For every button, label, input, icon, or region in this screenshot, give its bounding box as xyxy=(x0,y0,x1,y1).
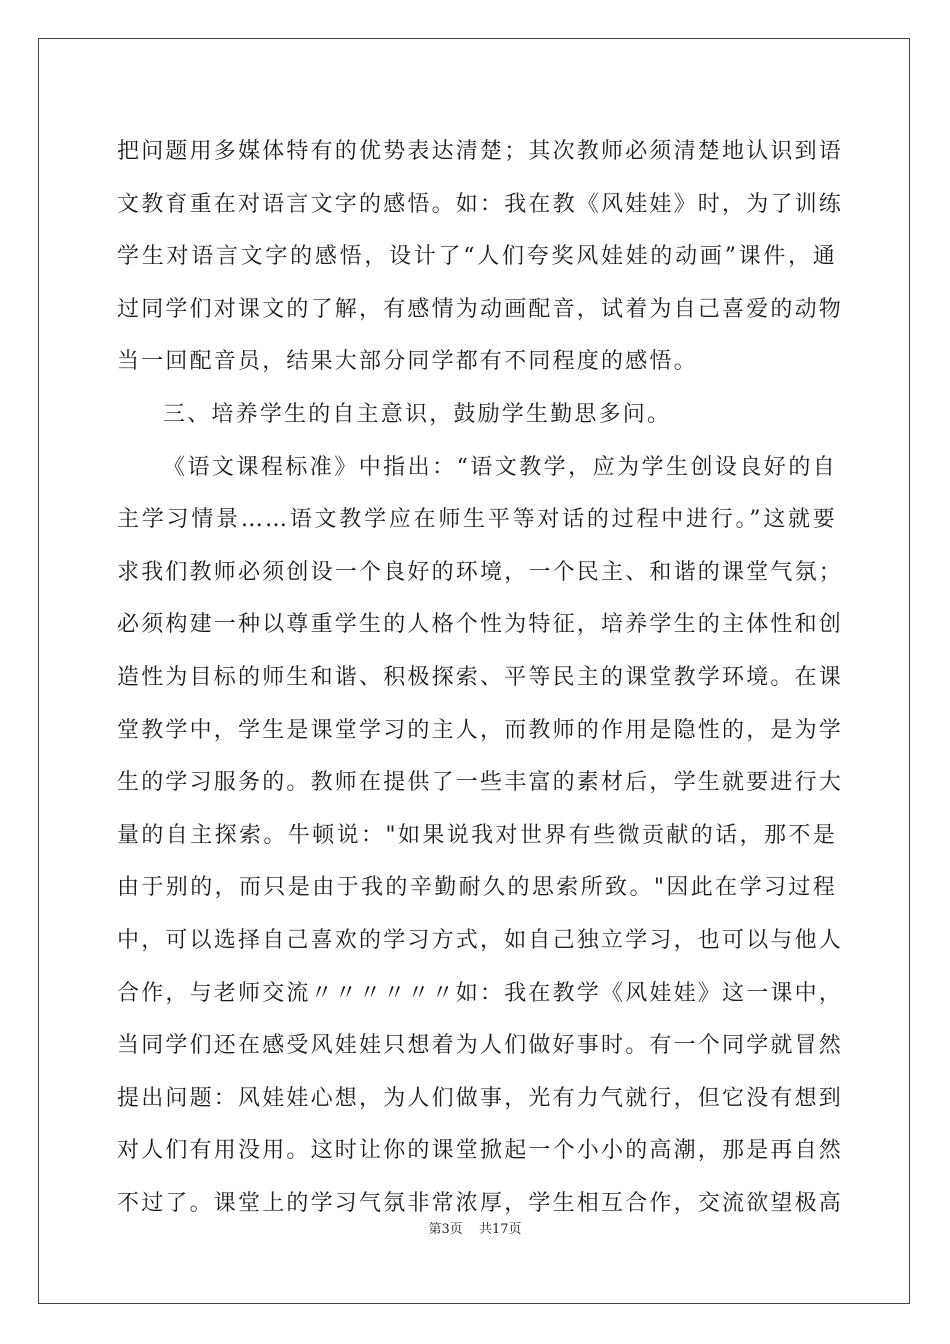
text-line: 对人们有用没用。这时让你的课堂掀起一个小小的高潮，那是再自然 xyxy=(117,1138,844,1164)
text-line: 三、培养学生的自主意识，鼓励学生勤思多问。 xyxy=(163,401,672,427)
current-page-number: 第3页 xyxy=(428,1222,463,1237)
text-line: 求我们教师必须创设一个良好的环境，一个民主、和谐的课堂气氛； xyxy=(117,559,844,585)
text-line: 量的自主探索。牛顿说："如果说我对世界有些微贡献的话，那不是 xyxy=(117,822,837,848)
total-page-count: 共17页 xyxy=(478,1222,522,1237)
text-line: 由于别的，而只是由于我的辛勤耐久的思索所致。"因此在学习过程 xyxy=(117,875,837,901)
text-line: 主学习情景……语文教学应在师生平等对话的过程中进行。”这就要 xyxy=(117,507,837,533)
text-line: 《语文课程标准》中指出：“语文教学，应为学生创设良好的自 xyxy=(163,454,837,480)
text-line: 中，可以选择自己喜欢的学习方式，如自己独立学习，也可以与他人 xyxy=(117,927,844,953)
page-footer xyxy=(0,1218,950,1237)
text-line: 过同学们对课文的了解，有感情为动画配音，试着为自己喜爱的动物 xyxy=(117,296,844,322)
text-line: 把问题用多媒体特有的优势表达清楚；其次教师必须清楚地认识到语 xyxy=(117,139,844,164)
document-body xyxy=(117,126,844,1230)
text-line: 学生对语言文字的感悟，设计了“人们夸奖风娃娃的动画”课件，通 xyxy=(117,244,837,270)
text-line: 堂教学中，学生是课堂学习的主人，而教师的作用是隐性的，是为学 xyxy=(117,717,844,743)
text-line: 合作，与老师交流〃〃〃〃〃〃如：我在教学《风娃娃》这一课中， xyxy=(117,980,844,1006)
text-line: 当一回配音员，结果大部分同学都有不同程度的感悟。 xyxy=(117,349,698,375)
text-line: 造性为目标的师生和谐、积极探索、平等民主的课堂教学环境。在课 xyxy=(117,664,844,690)
text-line: 不过了。课堂上的学习气氛非常浓厚，学生相互合作，交流欲望极高 xyxy=(117,1190,844,1216)
text-line: 生的学习服务的。教师在提供了一些丰富的素材后，学生就要进行大 xyxy=(117,770,844,796)
text-line: 提出问题：风娃娃心想，为人们做事，光有力气就行，但它没有想到 xyxy=(117,1085,844,1111)
text-line: 当同学们还在感受风娃娃只想着为人们做好事时。有一个同学就冒然 xyxy=(117,1033,844,1059)
text-line: 文教育重在对语言文字的感悟。如：我在教《风娃娃》时，为了训练 xyxy=(117,191,844,217)
text-line: 必须构建一种以尊重学生的人格个性为特征，培养学生的主体性和创 xyxy=(117,612,844,638)
